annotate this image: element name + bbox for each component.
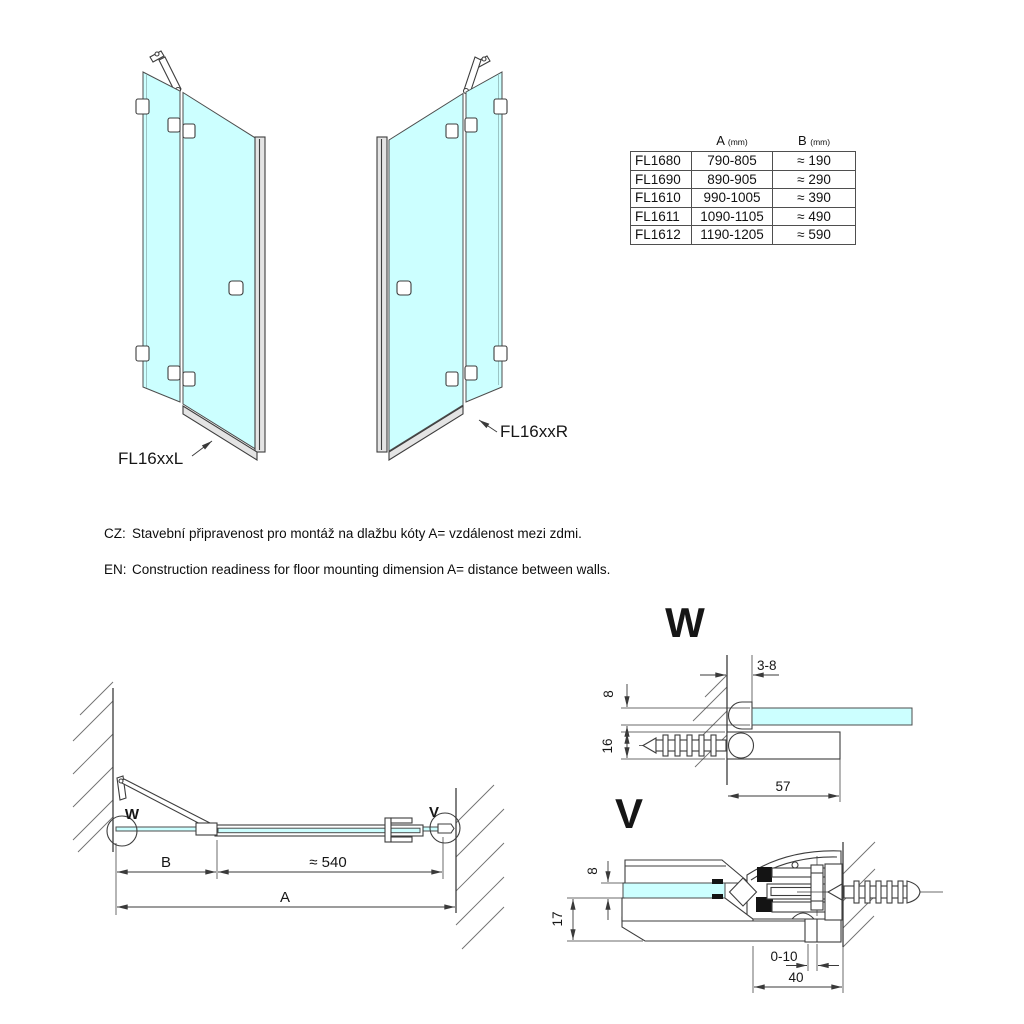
table-row [631, 189, 856, 208]
dim-gap-label: 3-8 [757, 658, 777, 673]
detail-w-glass [752, 708, 912, 725]
table-row [631, 226, 856, 245]
glass-grip-top [712, 879, 723, 884]
plan-dimensions [116, 837, 455, 915]
left-door-label: FL16xxL [118, 449, 184, 468]
gasket-top [757, 867, 772, 882]
dim-glass-label: 8 [601, 690, 616, 698]
header-col-b [773, 133, 856, 152]
dim-b-cell: ≈ 190 [773, 152, 856, 171]
dim-depth-label: 40 [788, 970, 804, 985]
table-row [631, 170, 856, 189]
dim-door-label: ≈ 540 [309, 854, 347, 871]
note-cz [104, 526, 744, 541]
model-cell: FL1612 [631, 226, 692, 245]
glass-grip-bottom [712, 894, 723, 899]
dim-profile-label: 16 [600, 738, 615, 754]
left-door-leader-arrow [192, 441, 212, 456]
dim-a-cell: 1090-1105 [692, 207, 773, 226]
col-b-unit: (mm) [810, 137, 831, 147]
size-table-header-row [631, 133, 856, 152]
dim-a-cell: 990-1005 [692, 189, 773, 208]
dim-glass-label: 8 [585, 867, 600, 875]
dim-a-label: A [279, 889, 291, 906]
note-en [104, 562, 744, 577]
size-table-container [630, 133, 856, 245]
dim-adjust-label: 0-10 [770, 949, 798, 964]
dim-a-cell: 890-905 [692, 170, 773, 189]
left-door-swing-panel [183, 93, 257, 451]
note-en-lang: EN: [104, 562, 127, 577]
notes-block [104, 526, 744, 577]
right-door-swing-panel [389, 94, 463, 452]
detail-w-title: W [665, 599, 705, 646]
detail-v-upper-plate [625, 860, 747, 883]
col-a-label: A [716, 133, 725, 148]
header-empty [631, 133, 692, 152]
dim-depth-label: 57 [775, 779, 791, 794]
header-col-a [692, 133, 773, 152]
detail-v-glass [623, 883, 725, 898]
model-cell: FL1611 [631, 207, 692, 226]
note-cz-text: Stavební připravenost pro montáž na dlažbu kóty A= vzdálenost mezi zdmi. [132, 526, 582, 541]
note-cz-lang: CZ: [104, 526, 126, 541]
detail-v-title: V [614, 790, 644, 837]
dim-b-cell: ≈ 490 [773, 207, 856, 226]
pivot-clamp-plan [196, 823, 217, 835]
right-door-illustration [360, 40, 580, 470]
note-en-text: Construction readiness for floor mounting dimension A= distance between walls. [132, 562, 611, 577]
col-b-label: B [797, 133, 807, 148]
right-door-leader-arrow [479, 420, 497, 432]
dim-b-cell: ≈ 590 [773, 226, 856, 245]
detail-v-lower-plate [622, 898, 753, 921]
size-table [630, 133, 856, 245]
left-door-handle [229, 281, 243, 295]
dim-b-cell: ≈ 390 [773, 189, 856, 208]
right-wall-hatch [456, 785, 504, 949]
left-door-illustration [100, 40, 320, 470]
dim-a-cell: 790-805 [692, 152, 773, 171]
left-wall-hatch [73, 682, 113, 852]
plan-view-drawing [60, 675, 520, 955]
model-cell: FL1610 [631, 189, 692, 208]
table-row [631, 207, 856, 226]
detail-w-ref-label: W [124, 806, 140, 823]
col-a-unit: (mm) [727, 137, 748, 147]
model-cell: FL1690 [631, 170, 692, 189]
right-door-handle [397, 281, 411, 295]
table-row [631, 152, 856, 171]
model-cell: FL1680 [631, 152, 692, 171]
dim-b-label: B [160, 854, 172, 871]
glass-end-fitting-plan [438, 824, 454, 833]
dim-a-cell: 1190-1205 [692, 226, 773, 245]
dim-b-cell: ≈ 290 [773, 170, 856, 189]
detail-v-drawing [545, 780, 1015, 1015]
dim-height-label: 17 [550, 911, 565, 927]
detail-w-wall-hatch [693, 675, 727, 767]
right-door-label: FL16xxR [500, 422, 569, 441]
detail-v-ref-label: V [428, 804, 440, 821]
detail-w-hinge-pin [729, 733, 754, 758]
detail-v-adjust-bolt [811, 856, 823, 916]
